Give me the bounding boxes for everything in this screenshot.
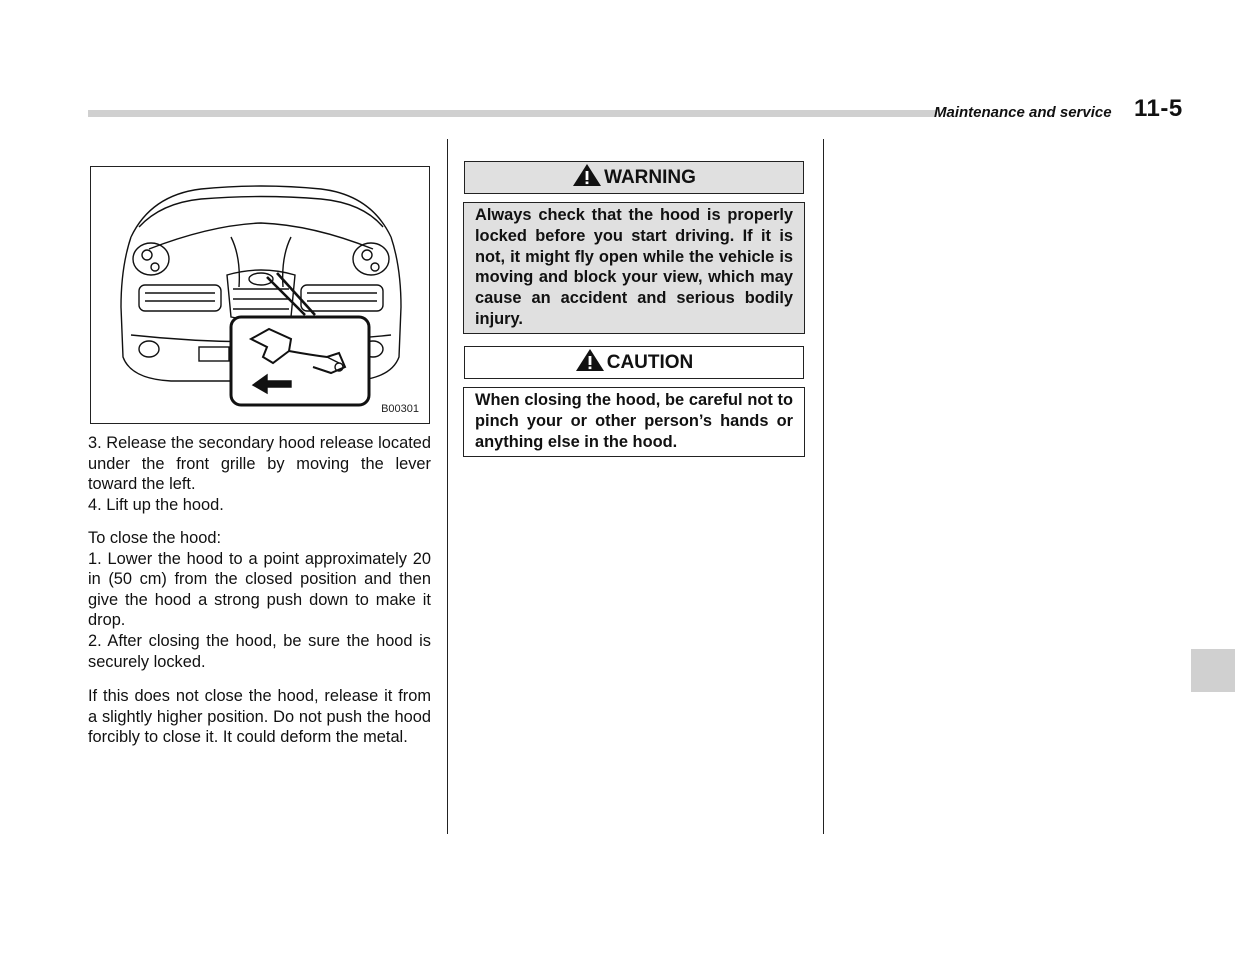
warning-icon [572, 163, 602, 193]
column-divider-left [447, 139, 448, 834]
car-front-drawing [91, 167, 431, 425]
page-number: 11-5 [1134, 95, 1183, 122]
chapter-tab [1191, 649, 1235, 692]
open-hood-steps [88, 433, 431, 515]
caution-body: When closing the hood, be careful not to pinch your or other person’s hands or anything else in the hood. [463, 387, 805, 457]
caution-header [464, 346, 804, 379]
header-rule [88, 110, 936, 117]
warning-header [464, 161, 804, 194]
caution-icon [575, 348, 605, 378]
close-heading: To close the hood: [88, 529, 222, 547]
warning-title: WARNING [604, 166, 696, 188]
close-step-1: 1. Lower the hood to a point approximately 20 in (50 cm) from the closed position and then give the hood a strong push down to make it drop. [88, 549, 431, 630]
close-hood-section [88, 528, 431, 672]
close-step-2: 2. After closing the hood, be sure the hood is securely locked. [88, 631, 431, 671]
close-note: If this does not close the hood, release it from a slightly higher position. Do not push the hood forcibly to close it. It could deform the metal. [88, 687, 431, 747]
warning-body: Always check that the hood is properly locked before you start driving. If it is not, it might fly open while the vehicle is moving and block your view, which may cause an accident and serious bodily injury. [463, 202, 805, 334]
section-title: Maintenance and service [934, 104, 1112, 121]
step-3: 3. Release the secondary hood release located under the front grille by moving the lever toward the left. [88, 434, 431, 494]
caution-title: CAUTION [606, 351, 694, 373]
column-divider-right [823, 139, 824, 834]
step-4: 4. Lift up the hood. [88, 495, 224, 514]
hood-release-illustration [90, 166, 430, 424]
figure-code: B00301 [381, 403, 419, 415]
